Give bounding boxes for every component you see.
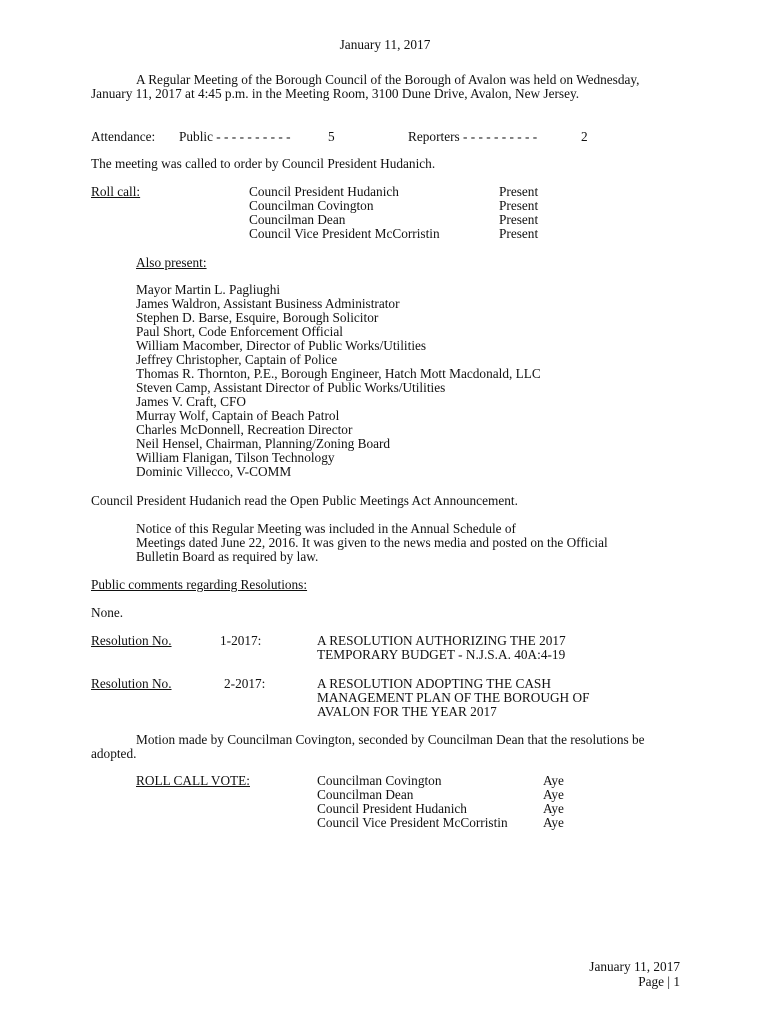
opma-notice-line: Notice of this Regular Meeting was included in the Annual Schedule of xyxy=(136,521,516,536)
resolution-title-line: MANAGEMENT PLAN OF THE BOROUGH OF xyxy=(317,690,590,705)
call-to-order: The meeting was called to order by Council President Hudanich. xyxy=(91,156,436,171)
also-present-person: William Macomber, Director of Public Works/Utilities xyxy=(136,338,427,353)
also-present-person: Neil Hensel, Chairman, Planning/Zoning Board xyxy=(136,436,391,451)
vote-value: Aye xyxy=(543,787,564,802)
roll-call-member: Councilman Covington xyxy=(249,198,374,213)
also-present-person: James V. Craft, CFO xyxy=(136,394,246,409)
also-present-person: James Waldron, Assistant Business Administrator xyxy=(136,296,400,311)
also-present-person: Thomas R. Thornton, P.E., Borough Engineer, Hatch Mott Macdonald, LLC xyxy=(136,366,541,381)
also-present-person: Mayor Martin L. Pagliughi xyxy=(136,282,281,297)
roll-call-member: Councilman Dean xyxy=(249,212,346,227)
vote-member: Council Vice President McCorristin xyxy=(317,815,508,830)
footer-page-number: Page | 1 xyxy=(638,974,680,989)
also-present-person: Dominic Villecco, V-COMM xyxy=(136,464,292,479)
resolution-id: 2-2017: xyxy=(224,676,266,691)
also-present-person: Steven Camp, Assistant Director of Public Works/Utilities xyxy=(136,380,446,395)
resolution-title-line: AVALON FOR THE YEAR 2017 xyxy=(317,704,497,719)
header-date: January 11, 2017 xyxy=(339,37,431,52)
roll-call-status: Present xyxy=(499,198,539,213)
public-comments-text: None. xyxy=(91,605,124,620)
resolution-title-line: A RESOLUTION ADOPTING THE CASH xyxy=(317,676,551,691)
resolution-title-line: TEMPORARY BUDGET - N.J.S.A. 40A:4-19 xyxy=(317,647,566,662)
roll-call-status: Present xyxy=(499,226,539,241)
vote-member: Council President Hudanich xyxy=(317,801,467,816)
vote-member: Councilman Dean xyxy=(317,787,414,802)
vote-value: Aye xyxy=(543,801,564,816)
roll-call-member: Council Vice President McCorristin xyxy=(249,226,440,241)
vote-member: Councilman Covington xyxy=(317,773,442,788)
attendance-label: Attendance: xyxy=(91,129,156,144)
attendance-public-count: 5 xyxy=(328,129,335,144)
vote-value: Aye xyxy=(543,773,564,788)
resolution-label: Resolution No. xyxy=(91,633,172,648)
also-present-person: Murray Wolf, Captain of Beach Patrol xyxy=(136,408,340,423)
roll-call-member: Council President Hudanich xyxy=(249,184,399,199)
attendance-reporters-count: 2 xyxy=(581,129,588,144)
also-present-person: Jeffrey Christopher, Captain of Police xyxy=(136,352,338,367)
resolution-number xyxy=(91,634,272,648)
roll-call-vote-label: ROLL CALL VOTE: xyxy=(136,773,250,788)
resolution-title-line: A RESOLUTION AUTHORIZING THE 2017 xyxy=(317,633,566,648)
intro-paragraph: A Regular Meeting of the Borough Council of the Borough of Avalon was held on Wednesday, January 11, 2017 at 4:45 p.m. in the Meeting Room, 3100 Dune Drive, Avalon, New Jersey. xyxy=(91,72,640,101)
resolution-label: Resolution No. xyxy=(91,676,172,691)
motion-paragraph: Motion made by Councilman Covington, seconded by Councilman Dean that the resolutions be adopted. xyxy=(91,732,645,761)
opma-statement: Council President Hudanich read the Open Public Meetings Act Announcement. xyxy=(91,493,518,508)
public-comments-heading: Public comments regarding Resolutions: xyxy=(91,577,308,592)
vote-value: Aye xyxy=(543,815,564,830)
also-present-label: Also present: xyxy=(136,255,207,270)
roll-call-label: Roll call: xyxy=(91,184,141,199)
also-present-person: William Flanigan, Tilson Technology xyxy=(136,450,335,465)
attendance-reporters-label: Reporters - - - - - - - - - - xyxy=(408,129,538,144)
roll-call-status: Present xyxy=(499,184,539,199)
also-present-person: Stephen D. Barse, Esquire, Borough Solicitor xyxy=(136,310,379,325)
also-present-person: Charles McDonnell, Recreation Director xyxy=(136,422,353,437)
opma-notice-line: Meetings dated June 22, 2016. It was given to the news media and posted on the Official xyxy=(136,535,608,550)
resolution-id: 1-2017: xyxy=(220,633,262,648)
attendance-public-label: Public - - - - - - - - - - xyxy=(179,129,291,144)
opma-notice-line: Bulletin Board as required by law. xyxy=(136,549,319,564)
resolution-number xyxy=(91,677,272,691)
roll-call-status: Present xyxy=(499,212,539,227)
footer-date: January 11, 2017 xyxy=(589,959,680,974)
also-present-person: Paul Short, Code Enforcement Official xyxy=(136,324,343,339)
